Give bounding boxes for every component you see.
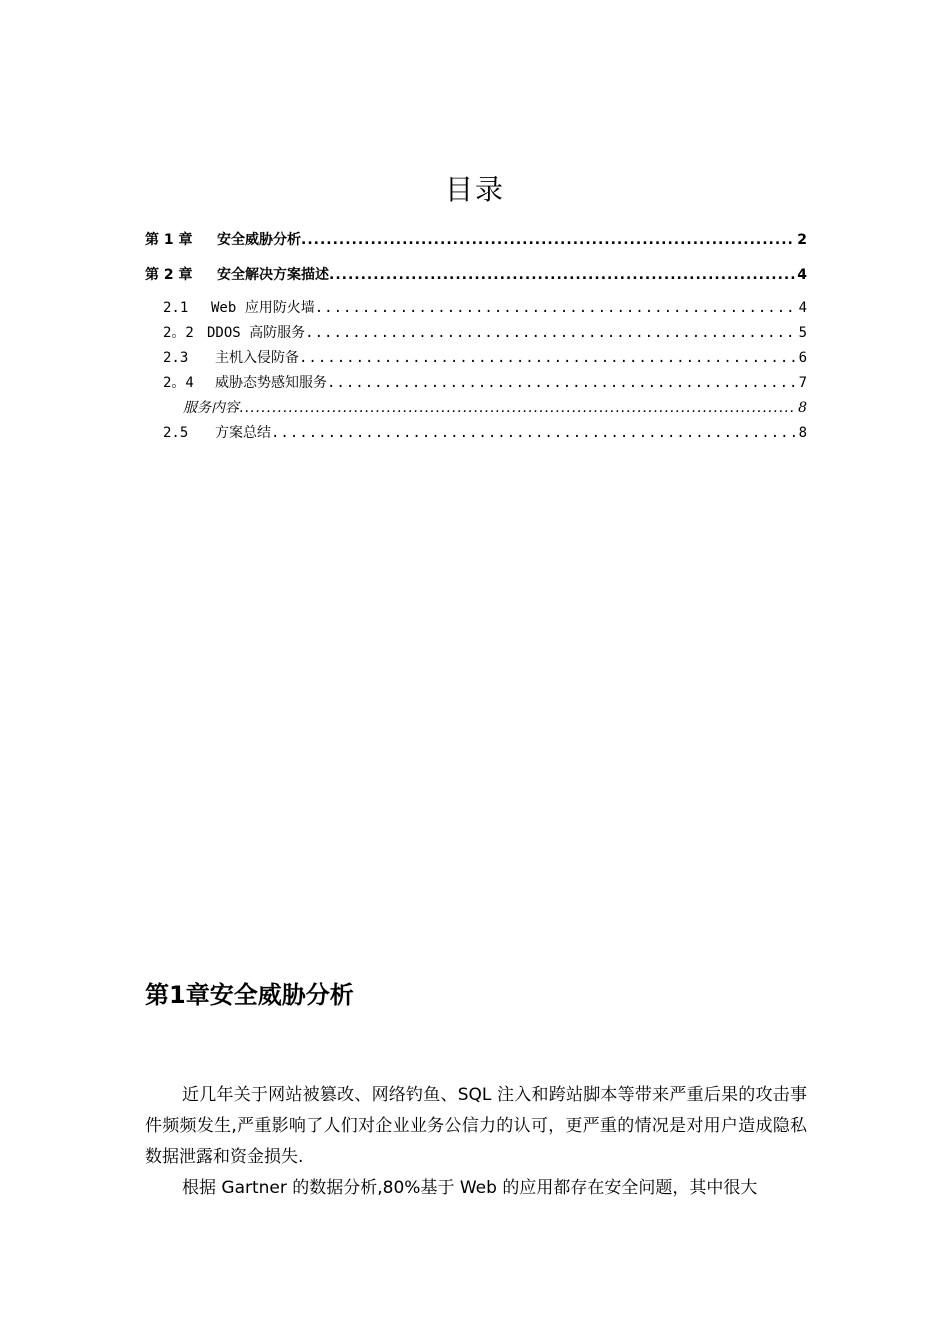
toc-entry-section-2-2[interactable] [145, 322, 807, 342]
chapter-1-body [145, 1080, 807, 1204]
toc-leader-dots [305, 325, 796, 341]
toc-entry-service-content[interactable] [145, 397, 807, 417]
toc-entry-text: 主机入侵防备 [215, 350, 299, 366]
toc-entry-section-2-5[interactable] [145, 422, 807, 442]
toc-entry-number: 2。2 [163, 325, 194, 341]
toc-entry-chapter-1[interactable] [145, 229, 807, 249]
body-paragraph: 近几年关于网站被篡改、网络钓鱼、SQL 注入和跨站脚本等带来严重后果的攻击事件频频发生,严重影响了人们对企业业务公信力的认可，更严重的情况是对用户造成隐私数据泄露和资金损失. [145, 1085, 807, 1167]
chapter-1-heading: 第1章安全威胁分析 [145, 981, 354, 1009]
toc-entry-page: 4 [797, 267, 807, 283]
toc-entry-section-2-1[interactable] [145, 297, 807, 317]
toc-entry-text: 安全解决方案描述 [217, 267, 329, 283]
toc-entry-text: 服务内容 [183, 400, 239, 416]
toc-entry-text: DDOS 高防服务 [207, 325, 306, 341]
toc-entry-number: 2.5 [163, 425, 189, 441]
toc-leader-dots [301, 232, 795, 248]
toc-leader-dots [329, 267, 795, 283]
toc-leader-dots [271, 425, 797, 441]
toc-leader-dots [327, 375, 797, 391]
toc-leader-dots [299, 350, 797, 366]
toc-entry-page: 4 [798, 300, 807, 316]
toc-entry-number: 2.3 [163, 350, 189, 366]
toc-entry-number: 2.1 [163, 300, 189, 316]
toc-entry-page: 8 [798, 425, 807, 441]
toc-entry-section-2-3[interactable] [145, 347, 807, 367]
toc-entry-chapter-2[interactable] [145, 264, 807, 284]
toc-entry-number: 2。4 [163, 375, 194, 391]
toc-entry-number: 第 2 章 [145, 267, 193, 283]
toc-entry-text: Web 应用防火墙 [211, 300, 315, 316]
toc-entry-page: 7 [798, 375, 807, 391]
toc-leader-dots [239, 400, 796, 416]
toc-entry-page: 8 [798, 400, 807, 416]
toc-entry-text: 安全威胁分析 [217, 232, 301, 248]
body-paragraph: 根据 Gartner 的数据分析,80%基于 Web 的应用都存在安全问题，其中很大 [182, 1178, 758, 1198]
toc-entry-section-2-4[interactable] [145, 372, 807, 392]
toc-entry-page: 2 [797, 232, 807, 248]
toc-title: 目录 [444, 173, 505, 206]
toc-entry-number: 第 1 章 [145, 232, 193, 248]
toc-leader-dots [315, 300, 797, 316]
toc-entry-page: 6 [798, 350, 807, 366]
toc-entry-text: 威胁态势感知服务 [215, 375, 327, 391]
toc-entry-text: 方案总结 [215, 425, 271, 441]
toc-entry-page: 5 [798, 325, 807, 341]
